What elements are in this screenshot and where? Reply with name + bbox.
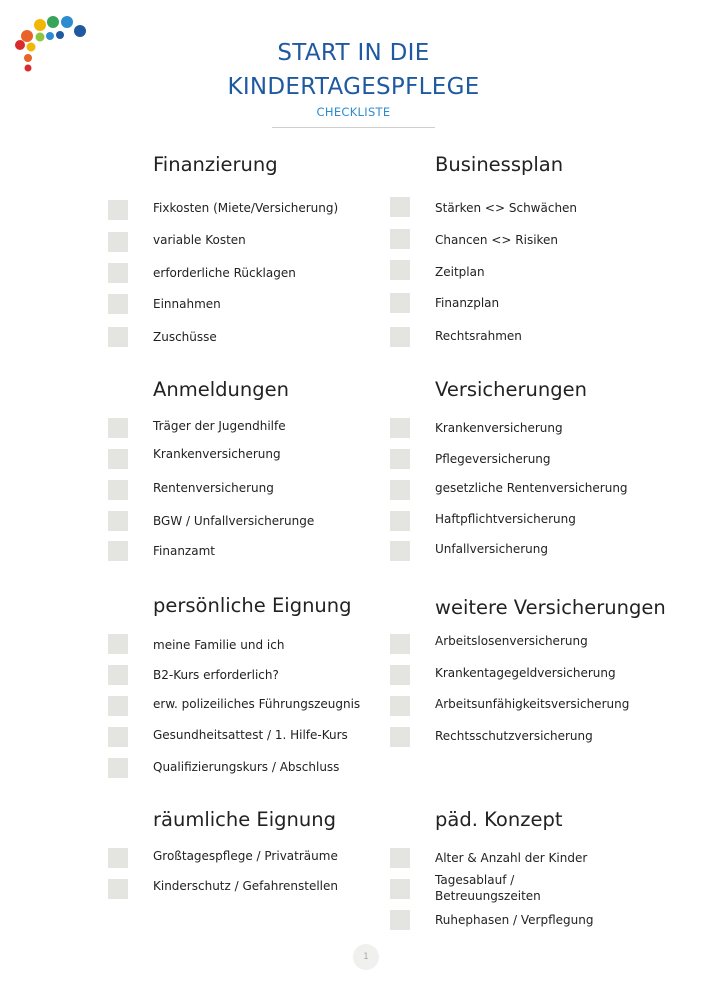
checkbox[interactable] [390,727,410,747]
checkbox[interactable] [390,418,410,438]
page-number: 1 [353,944,379,970]
checkbox[interactable] [108,879,128,899]
checkbox[interactable] [108,200,128,220]
checkbox[interactable] [108,480,128,500]
section-title: Finanzierung [153,153,278,176]
checkbox[interactable] [390,327,410,347]
section-title: weitere Versicherungen [435,596,666,619]
checkbox[interactable] [108,294,128,314]
checkbox[interactable] [390,260,410,280]
checkbox[interactable] [390,634,410,654]
checkbox[interactable] [390,879,410,899]
section-title: Anmeldungen [153,378,289,401]
checkbox[interactable] [108,232,128,252]
checkbox[interactable] [390,449,410,469]
checkbox[interactable] [390,511,410,531]
checkbox[interactable] [108,665,128,685]
checkbox[interactable] [390,848,410,868]
section-title: Versicherungen [435,378,587,401]
checkbox[interactable] [108,541,128,561]
checkbox[interactable] [390,696,410,716]
checkbox[interactable] [108,758,128,778]
checkbox[interactable] [390,665,410,685]
checkbox[interactable] [390,480,410,500]
section-title: persönliche Eignung [153,594,352,617]
checkbox[interactable] [390,229,410,249]
checkbox[interactable] [108,696,128,716]
checkbox[interactable] [390,293,410,313]
section-title: räumliche Eignung [153,808,337,831]
checkbox[interactable] [390,541,410,561]
checkbox[interactable] [108,263,128,283]
checkbox[interactable] [108,327,128,347]
title-divider [272,127,435,128]
section-title: päd. Konzept [435,808,563,831]
checkbox[interactable] [108,418,128,438]
checkbox[interactable] [108,727,128,747]
section-title: Businessplan [435,153,564,176]
page-title-line1: START IN DIE [277,40,430,66]
checkbox[interactable] [390,910,410,930]
page-title-line2: KINDERTAGESPFLEGE [227,74,480,100]
page-subtitle: CHECKLISTE [316,105,391,119]
checkbox[interactable] [108,634,128,654]
checkbox[interactable] [108,449,128,469]
checkbox[interactable] [108,511,128,531]
checkbox[interactable] [390,197,410,217]
checkbox[interactable] [108,848,128,868]
